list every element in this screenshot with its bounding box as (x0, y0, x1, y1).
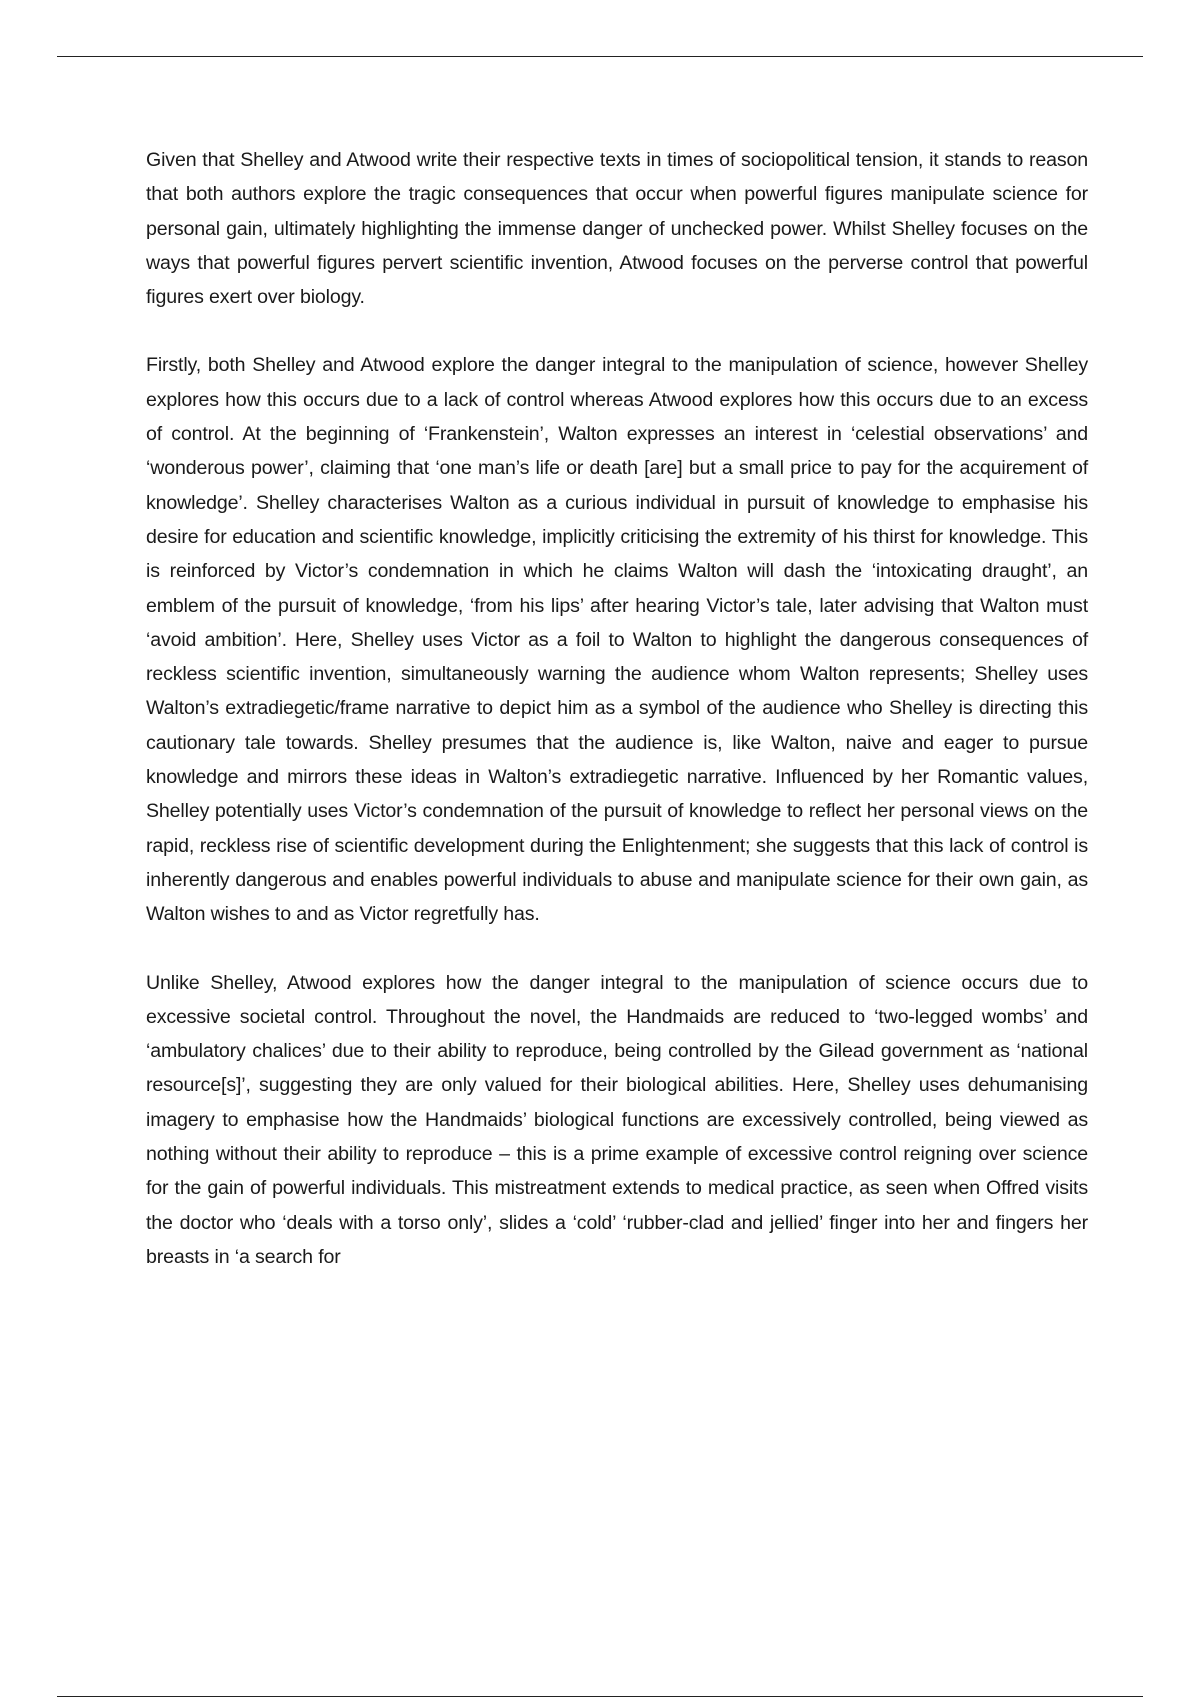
paragraph-introduction: Given that Shelley and Atwood write their respective texts in times of sociopolitical tension, it stands to reason that both authors explore the tragic consequences that occur when powerful figures manipulate science for personal gain, ultimately highlighting the immense danger of unchecked power. Whilst Shelley focuses on the ways that powerful figures pervert scientific invention, Atwood focuses on the perverse control that powerful figures exert over biology. (146, 149, 1088, 309)
header-rule (57, 56, 1143, 57)
document-body (146, 143, 1088, 1274)
paragraph-body-1: Firstly, both Shelley and Atwood explore the danger integral to the manipulation of science, however Shelley explores how this occurs due to a lack of control whereas Atwood explores how this occurs due to an excess of control. At the beginning of ‘Frankenstein’, Walton expresses an interest in ‘celestial observations’ and ‘wonderous power’, claiming that ‘one man’s life or death [are] but a small price to pay for the acquirement of knowledge’. Shelley characterises Walton as a curious individual in pursuit of knowledge to emphasise his desire for education and scientific knowledge, implicitly criticising the extremity of his thirst for knowledge. This is reinforced by Victor’s condemnation in which he claims Walton will dash the ‘intoxicating draught’, an emblem of the pursuit of knowledge, ‘from his lips’ after hearing Victor’s tale, later advising that Walton must ‘avoid ambition’. Here, Shelley uses Victor as a foil to Walton to highlight the dangerous consequences of reckless scientific invention, simultaneously warning the audience whom Walton represents; Shelley uses Walton’s extradiegetic/frame narrative to depict him as a symbol of the audience who Shelley is directing this cautionary tale towards. Shelley presumes that the audience is, like Walton, naive and eager to pursue knowledge and mirrors these ideas in Walton’s extradiegetic narrative. Influenced by her Romantic values, Shelley potentially uses Victor’s condemnation of the pursuit of knowledge to reflect her personal views on the rapid, reckless rise of scientific development during the Enlightenment; she suggests that this lack of control is inherently dangerous and enables powerful individuals to abuse and manipulate science for their own gain, as Walton wishes to and as Victor regretfully has. (146, 354, 1088, 926)
footer-rule (57, 1696, 1143, 1697)
paragraph-body-2: Unlike Shelley, Atwood explores how the danger integral to the manipulation of science occurs due to excessive societal control. Throughout the novel, the Handmaids are reduced to ‘two-legged wombs’ and ‘ambulatory chalices’ due to their ability to reproduce, being controlled by the Gilead government as ‘national resource[s]’, suggesting they are only valued for their biological abilities. Here, Shelley uses dehumanising imagery to emphasise how the Handmaids’ biological functions are excessively controlled, being viewed as nothing without their ability to reproduce – this is a prime example of excessive control reigning over science for the gain of powerful individuals. This mistreatment extends to medical practice, as seen when Offred visits the doctor who ‘deals with a torso only’, slides a ‘cold’ ‘rubber-clad and jellied’ finger into her and fingers her breasts in ‘a search for (146, 971, 1088, 1268)
